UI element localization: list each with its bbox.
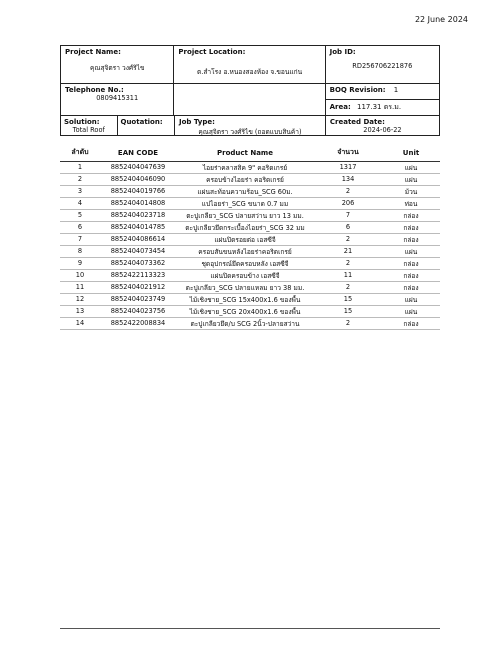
job-type-value: คุณสุจิตรา วงศ์ริไข (ถอดแบบสินค้า) — [198, 128, 302, 136]
table-row — [60, 197, 440, 209]
telephone-cell — [61, 84, 174, 115]
quantity: 2 — [314, 281, 382, 293]
project-location-value: ต.สำโรง อ.หนองสองห้อง จ.ขอนแก่น — [196, 68, 303, 76]
row-number: 12 — [60, 293, 100, 305]
table-row — [60, 209, 440, 221]
product-name: แผ่นปิดครอบข้าง เอสซีจี — [176, 269, 314, 281]
header-product-name: Product Name — [176, 145, 314, 161]
unit: กล่อง — [382, 233, 440, 245]
quantity: 15 — [314, 305, 382, 317]
table-row — [60, 257, 440, 269]
quantity: 2 — [314, 233, 382, 245]
unit: กล่อง — [382, 281, 440, 293]
row-number: 6 — [60, 221, 100, 233]
job-id-cell — [326, 46, 439, 83]
table-row — [60, 221, 440, 233]
product-name: แปไอยร่า_SCG ขนาด 0.7 มม — [176, 197, 314, 209]
product-name: ไม้เชิงชาย_SCG 15x400x1.6 ของพื้น — [176, 293, 314, 305]
table-row — [60, 161, 440, 173]
quantity: 6 — [314, 221, 382, 233]
quantity: 7 — [314, 209, 382, 221]
ean-code: 8852404073362 — [100, 257, 176, 269]
row-number: 9 — [60, 257, 100, 269]
product-name: ตะปูเกลียว_SCG ปลายแหลม ยาว 38 มม. — [176, 281, 314, 293]
quantity: 2 — [314, 185, 382, 197]
project-location-cell — [174, 46, 325, 83]
quantity: 2 — [314, 317, 382, 329]
ean-code: 8852404019766 — [100, 185, 176, 197]
boq-area-cell — [326, 84, 439, 115]
boq-revision-value: 1 — [393, 86, 399, 94]
quantity: 206 — [314, 197, 382, 209]
area-value: 117.31 ตร.ม. — [357, 103, 402, 111]
product-table — [60, 145, 440, 330]
product-name: ไอยร่าคลาสสิค 9" คอริดเกรย์ — [176, 161, 314, 173]
ean-code: 8852404023718 — [100, 209, 176, 221]
quantity: 1317 — [314, 161, 382, 173]
ean-code: 8852404047639 — [100, 161, 176, 173]
created-date-label: Created Date: — [329, 118, 385, 126]
unit: กล่อง — [382, 269, 440, 281]
product-name: ตะปูเกลียวยึด/บ SCG 2นิ้ว-ปลายสว่าน — [176, 317, 314, 329]
product-name: ตะปูเกลียว_SCG ปลายสว่าน ยาว 13 มม. — [176, 209, 314, 221]
product-name: ไม้เชิงชาย_SCG 20x400x1.6 ของพื้น — [176, 305, 314, 317]
unit: แผ่น — [382, 293, 440, 305]
solution-label: Solution: — [64, 118, 100, 126]
ean-code: 8852404023756 — [100, 305, 176, 317]
job-id-value: RD256706221876 — [352, 62, 413, 70]
unit: ท่อน — [382, 197, 440, 209]
solution-value: Total Roof — [72, 126, 105, 134]
solution-quotation-cell — [61, 116, 175, 135]
row-number: 3 — [60, 185, 100, 197]
ean-code: 8852404021912 — [100, 281, 176, 293]
product-name: ตะปูเกลียวยึดกระเบื้องไอยร่า_SCG 32 มม — [176, 221, 314, 233]
telephone-label: Telephone No.: — [65, 86, 124, 94]
job-id-label: Job ID: — [329, 48, 356, 56]
quotation-cell — [118, 116, 175, 135]
header-ean: EAN CODE — [100, 145, 176, 161]
ean-code: 8852404073454 — [100, 245, 176, 257]
ean-code: 8852404086614 — [100, 233, 176, 245]
row-number: 8 — [60, 245, 100, 257]
product-name: แผ่นปิดรอยต่อ เอสซีจี — [176, 233, 314, 245]
row-number: 1 — [60, 161, 100, 173]
project-name-value: คุณสุจิตรา วงศ์ริไข — [89, 64, 145, 72]
quotation-label: Quotation: — [120, 118, 163, 126]
document-date: 22 June 2024 — [414, 15, 468, 24]
table-row — [60, 233, 440, 245]
info-row-3 — [61, 116, 439, 135]
telephone-value: 0809415311 — [96, 94, 139, 102]
footer-divider — [60, 628, 440, 629]
project-location-label: Project Location: — [178, 48, 246, 56]
quantity: 15 — [314, 293, 382, 305]
table-row — [60, 173, 440, 185]
info-row-1 — [61, 46, 439, 84]
row-number: 4 — [60, 197, 100, 209]
header-no: ลำดับ — [60, 145, 100, 161]
product-name: ครอบสันขนหลังไอยร่าคอริดเกรย์ — [176, 245, 314, 257]
row-number: 5 — [60, 209, 100, 221]
area — [326, 99, 439, 115]
row-number: 10 — [60, 269, 100, 281]
row-number: 14 — [60, 317, 100, 329]
table-row — [60, 293, 440, 305]
unit: แผ่น — [382, 305, 440, 317]
project-name-label: Project Name: — [65, 48, 121, 56]
unit: กล่อง — [382, 257, 440, 269]
boq-revision-label: BOQ Revision: — [329, 86, 386, 94]
boq-revision — [326, 84, 439, 99]
empty-cell — [174, 84, 325, 115]
ean-code: 8852404014785 — [100, 221, 176, 233]
info-row-2 — [61, 84, 439, 116]
unit: กล่อง — [382, 317, 440, 329]
ean-code: 8852404046090 — [100, 173, 176, 185]
area-label: Area: — [329, 103, 351, 111]
row-number: 2 — [60, 173, 100, 185]
quantity: 11 — [314, 269, 382, 281]
job-type-label: Job Type: — [179, 118, 215, 126]
table-header-row — [60, 145, 440, 161]
unit: กล่อง — [382, 209, 440, 221]
job-type-cell — [175, 116, 326, 135]
table-row — [60, 185, 440, 197]
table-row — [60, 245, 440, 257]
header-unit: Unit — [382, 145, 440, 161]
unit: ม้วน — [382, 185, 440, 197]
ean-code: 8852422008834 — [100, 317, 176, 329]
product-name: ครอบข้างไอยร่า คอริดเกรย์ — [176, 173, 314, 185]
ean-code: 8852404014808 — [100, 197, 176, 209]
created-date-value: 2024-06-22 — [363, 126, 402, 134]
unit: กล่อง — [382, 221, 440, 233]
unit: แผ่น — [382, 173, 440, 185]
product-name: แผ่นสะท้อนความร้อน_SCG 60ม. — [176, 185, 314, 197]
table-row — [60, 305, 440, 317]
quantity: 21 — [314, 245, 382, 257]
table-row — [60, 269, 440, 281]
project-info-box — [60, 45, 440, 136]
unit: แผ่น — [382, 161, 440, 173]
row-number: 13 — [60, 305, 100, 317]
project-name-cell — [61, 46, 174, 83]
quantity: 2 — [314, 257, 382, 269]
ean-code: 8852404023749 — [100, 293, 176, 305]
row-number: 7 — [60, 233, 100, 245]
table-row — [60, 281, 440, 293]
solution-cell — [61, 116, 118, 135]
quantity: 134 — [314, 173, 382, 185]
ean-code: 8852422113323 — [100, 269, 176, 281]
table-body — [60, 161, 440, 329]
product-name: ชุดอุปกรณ์ยึดครอบหลัง เอสซีจี — [176, 257, 314, 269]
created-date-cell — [326, 116, 439, 135]
unit: แผ่น — [382, 245, 440, 257]
table-row — [60, 317, 440, 329]
header-quantity: จำนวน — [314, 145, 382, 161]
row-number: 11 — [60, 281, 100, 293]
